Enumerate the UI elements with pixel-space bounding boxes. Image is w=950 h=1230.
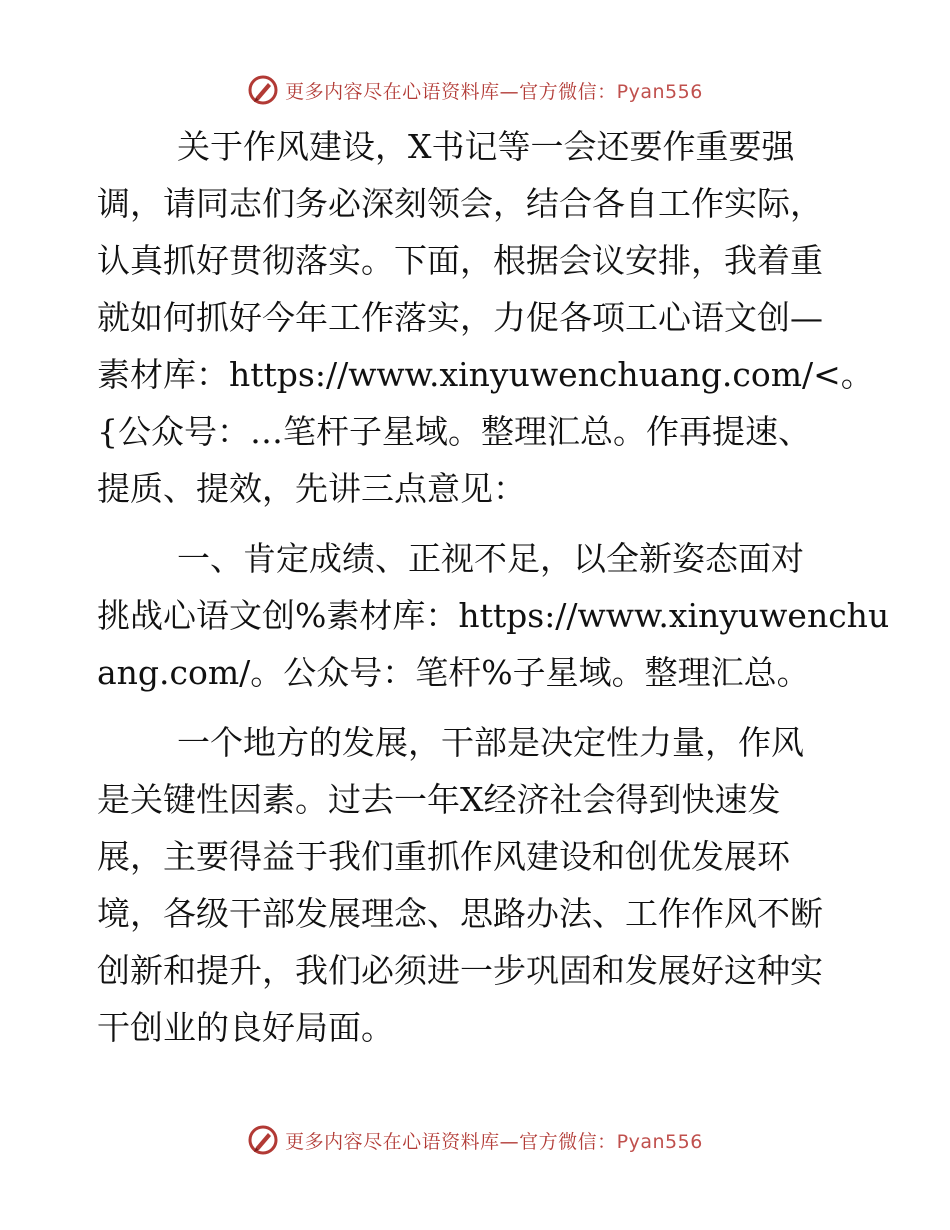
pen-logo-icon [247, 1124, 279, 1156]
text-line: 提质、提效，先讲三点意见： [97, 469, 526, 508]
footer-watermark-text [285, 1127, 703, 1154]
text-line: 素材库：https://www.xinyuwenchuang.com/<。 [97, 355, 874, 394]
paragraph-3 [97, 714, 857, 1056]
header-watermark-text [285, 77, 703, 104]
text-line: 就如何抓好今年工作落实，力促各项工心语文创— [97, 298, 823, 337]
text-line: 境，各级干部发展理念、思路办法、工作作风不断 [97, 894, 823, 933]
pen-logo-icon [247, 74, 279, 106]
text-line: 调，请同志们务必深刻领会，结合各自工作实际， [97, 184, 823, 223]
document-body [97, 118, 890, 1056]
text-line: 创新和提升，我们必须进一步巩固和发展好这种实 [97, 951, 823, 990]
text-line: 干创业的良好局面。 [97, 1008, 394, 1047]
text-line: 一个地方的发展，干部是决定性力量，作风 [177, 723, 804, 762]
header-wechat-id: Pyan556 [616, 80, 703, 103]
text-line: 认真抓好贯彻落实。下面，根据会议安排，我着重 [97, 241, 823, 280]
paragraph-2-section-heading [97, 530, 890, 701]
text-line: 展，主要得益于我们重抓作风建设和创优发展环 [97, 837, 790, 876]
footer-wechat-id: Pyan556 [616, 1130, 703, 1153]
footer-watermark-label: 更多内容尽在心语资料库—官方微信： [285, 1130, 617, 1153]
text-line: {公众号：…笔杆子星域。整理汇总。作再提速、 [97, 412, 811, 451]
text-line: 关于作风建设，X书记等一会还要作重要强 [177, 127, 795, 166]
text-line: 是关键性因素。过去一年X经济社会得到快速发 [97, 780, 781, 819]
text-line: 挑战心语文创%素材库：https://www.xinyuwenchu [97, 596, 890, 635]
text-line: 一、肯定成绩、正视不足，以全新姿态面对 [177, 539, 804, 578]
header-watermark-label: 更多内容尽在心语资料库—官方微信： [285, 80, 617, 103]
header-watermark-banner [0, 70, 950, 110]
paragraph-1 [97, 118, 874, 517]
text-line: ang.com/。公众号：笔杆%子星域。整理汇总。 [97, 653, 810, 692]
footer-watermark-banner [0, 1120, 950, 1160]
